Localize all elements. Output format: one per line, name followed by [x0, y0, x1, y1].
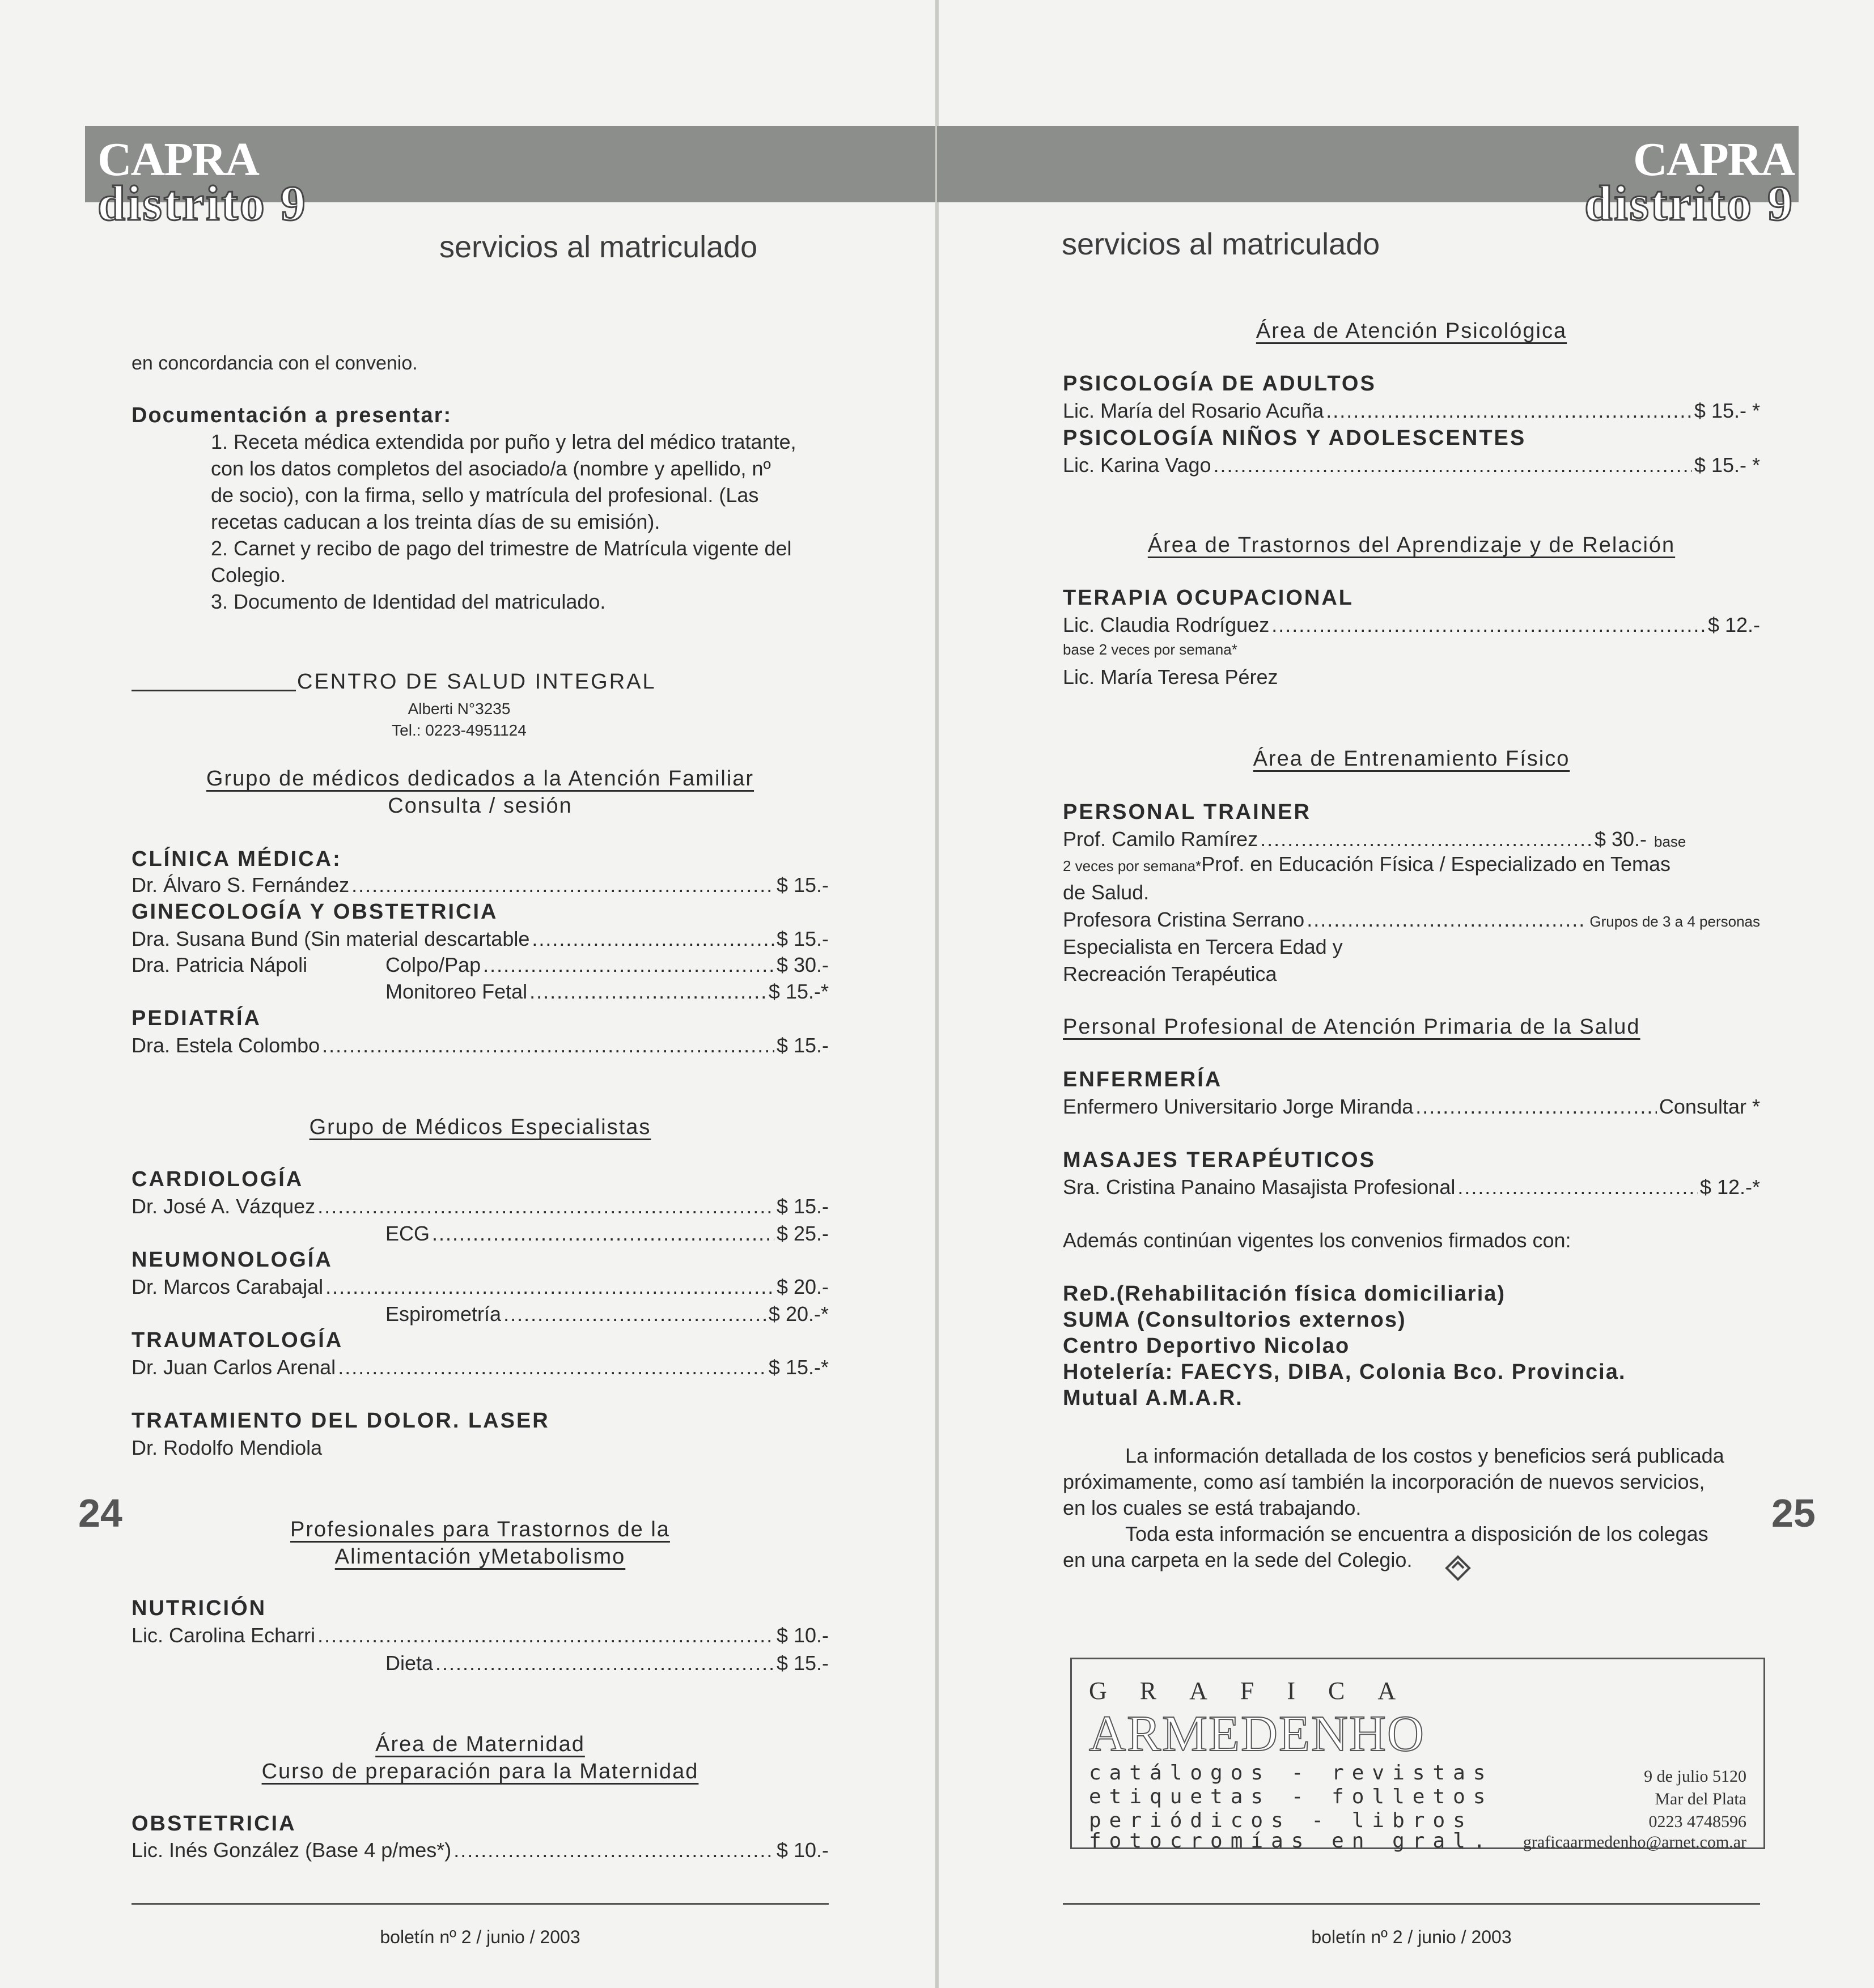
convenio-item: SUMA (Consultorios externos) [1063, 1308, 1406, 1332]
doc-list: 1. Receta médica extendida por puño y letra del médico tratante, con los datos completos del asociado/a (nombre y apellido, nº de socio), con la firma, sello y matrícula del profesional. (Las recetas caducan a los treinta días de su emisión). 2. Carnet y recibo de pago del trimestre de Matrícula vigente del Colegio. 3. Documento de Identidad del matriculado. [211, 430, 796, 613]
cardio-heading: CARDIOLOGÍA [132, 1167, 304, 1191]
ad-line-1: catálogos - revistas [1089, 1761, 1494, 1785]
trauma-row-1: Dr. Juan Carlos Arenal ..... $ 15.-* [132, 1354, 829, 1380]
convenios-intro: Además continúan vigentes los convenios firmados con: [1063, 1229, 1571, 1252]
ad-address-1: 9 de julio 5120 [1644, 1767, 1746, 1786]
group1-title: Grupo de médicos dedicados a la Atención Familiar [206, 767, 754, 791]
ad-brand-logo: ARMEDENHO [1089, 1706, 1425, 1762]
trainer-row-1-cont-b: de Salud. [1063, 881, 1150, 904]
armedenho-ad [1070, 1658, 1765, 1853]
ad-line-4: fotocromías en gral. [1089, 1829, 1494, 1853]
neumo-heading: NEUMONOLOGÍA [132, 1248, 333, 1272]
ad-line-3: periódicos - libros [1089, 1809, 1473, 1832]
nutricion-heading: NUTRICIÓN [132, 1596, 267, 1620]
neumo-row-1: Dr. Marcos Carabajal ..... $ 20.- [132, 1274, 829, 1300]
centro-tel: Tel.: 0223-4951124 [392, 721, 527, 739]
terapia-row-2: Lic. María Teresa Pérez [1063, 665, 1278, 689]
gineco-row-2: Colpo/Pap ..... $ 30.- [385, 952, 829, 978]
ad-address-2: Mar del Plata [1655, 1790, 1746, 1808]
enfermeria-row: Enfermero Universitario Jorge Miranda ..... Consultar * [1063, 1094, 1760, 1120]
group2-title: Grupo de Médicos Especialistas [309, 1115, 651, 1139]
trauma-heading: TRAUMATOLOGÍA [132, 1328, 344, 1352]
terapia-row-1: Lic. Claudia Rodríguez ..... $ 12.- [1063, 612, 1760, 638]
masajes-row: Sra. Cristina Panaino Masajista Profesional ..... $ 12.-* [1063, 1174, 1760, 1200]
area1-title: Área de Atención Psicológica [1256, 319, 1567, 343]
group3-title-1: Profesionales para Trastornos de la [290, 1518, 670, 1541]
centro-address: Alberti N°3235 [408, 700, 511, 717]
group4-sub: Curso de preparación para la Maternidad [261, 1760, 699, 1783]
clinica-row-1: Dr. Álvaro S. Fernández ..... $ 15.- [132, 872, 829, 898]
convenio-item: ReD.(Rehabilitación física domiciliaria) [1063, 1282, 1506, 1306]
gineco-heading: GINECOLOGÍA Y OBSTETRICIA [132, 900, 498, 924]
centro-rule [132, 690, 296, 691]
ad-email: graficaarmedenho@arnet.com.ar [1523, 1833, 1746, 1851]
centro-title: CENTRO DE SALUD INTEGRAL [297, 670, 656, 694]
footer-rule [132, 1903, 829, 1905]
neumo-row-2: Espirometría ..... $ 20.-* [385, 1301, 829, 1327]
convenio-item: Hotelería: FAECYS, DIBA, Colonia Bco. Provincia. [1063, 1360, 1626, 1384]
group4-title: Área de Maternidad [375, 1732, 585, 1756]
pediatria-row-1: Dra. Estela Colombo ..... $ 15.- [132, 1033, 829, 1059]
capra-logo: CAPRA distrito 9 [1584, 133, 1794, 231]
capra-logo: CAPRA distrito 9 [97, 133, 307, 231]
terapia-heading: TERAPIA OCUPACIONAL [1063, 586, 1354, 610]
dolor-heading: TRATAMIENTO DEL DOLOR. LASER [132, 1409, 550, 1433]
enfermeria-heading: ENFERMERÍA [1063, 1068, 1223, 1091]
trainer-row-1-cont: 2 veces por semana*Prof. en Educación Física / Especializado en Temas [1063, 852, 1671, 876]
footer: boletín nº 2 / junio / 2003 [1311, 1927, 1512, 1947]
gineco-row-1: Dra. Susana Bund (Sin material descartable ..... $ 15.- [132, 926, 829, 952]
section-title: servicios al matriculado [1062, 227, 1380, 261]
dolor-row-1: Dr. Rodolfo Mendiola [132, 1436, 323, 1459]
obstetricia-heading: OBSTETRICIA [132, 1812, 296, 1836]
psico-ninos-heading: PSICOLOGÍA NIÑOS Y ADOLESCENTES [1063, 426, 1527, 450]
section-title: servicios al matriculado [439, 230, 758, 264]
nutricion-row-1: Lic. Carolina Echarri ..... $ 10.- [132, 1622, 829, 1649]
doc-title: Documentación a presentar: [132, 403, 452, 427]
ad-grafica: GRAFICA [1089, 1677, 1429, 1705]
cardio-row-1: Dr. José A. Vázquez ..... $ 15.- [132, 1193, 829, 1220]
cardio-row-2: ECG ..... $ 25.- [385, 1221, 829, 1247]
page-number: 24 [78, 1491, 122, 1535]
psico-adultos-row: Lic. María del Rosario Acuña ..... $ 15.- * [1063, 398, 1760, 424]
footer: boletín nº 2 / junio / 2003 [380, 1927, 580, 1947]
trainer-row-1: Prof. Camilo Ramírez ..... $ 30.- [1063, 826, 1647, 852]
footer-rule [1063, 1903, 1760, 1905]
pediatria-heading: PEDIATRÍA [132, 1006, 261, 1030]
masajes-heading: MASAJES TERAPÉUTICOS [1063, 1148, 1376, 1172]
psico-adultos-heading: PSICOLOGÍA DE ADULTOS [1063, 372, 1376, 396]
closing-paragraph: La información detallada de los costos y beneficios será publicada próximamente, como así también la incorporación de nuevos servicios, en los cuales se está trabajando. Toda esta información se encuentra a disposición de los colegas en una carpeta en la sede del Colegio. [1063, 1444, 1724, 1571]
trainer-row-2-a: Especialista en Tercera Edad y [1063, 935, 1343, 958]
trainer-row-2-b: Recreación Terapéutica [1063, 962, 1277, 985]
clinica-heading: CLÍNICA MÉDICA: [132, 847, 342, 871]
group1-sub: Consulta / sesión [388, 794, 573, 818]
group3-title-2: Alimentación yMetabolismo [334, 1545, 626, 1569]
area4-title: Personal Profesional de Atención Primaria de la Salud [1063, 1015, 1640, 1039]
obstetricia-row-1: Lic. Inés González (Base 4 p/mes*) ..... $ 10.- [132, 1837, 829, 1863]
intro-text: en concordancia con el convenio. [132, 352, 418, 374]
convenio-item: Centro Deportivo Nicolao [1063, 1334, 1350, 1358]
psico-ninos-row: Lic. Karina Vago ..... $ 15.- * [1063, 452, 1760, 478]
trainer-row-2: Profesora Cristina Serrano ..... Grupos de 3 a 4 personas [1063, 907, 1760, 934]
gineco-doctor-2: Dra. Patricia Nápoli [132, 953, 308, 976]
page-number: 25 [1771, 1491, 1816, 1535]
area2-title: Área de Trastornos del Aprendizaje y de Relación [1147, 533, 1676, 557]
gineco-row-3: Monitoreo Fetal ..... $ 15.-* [385, 979, 829, 1005]
nutricion-row-2: Dieta ..... $ 15.- [385, 1650, 829, 1676]
area3-title: Área de Entrenamiento Físico [1253, 747, 1570, 771]
trainer-heading: PERSONAL TRAINER [1063, 800, 1311, 824]
convenios-list [1063, 1281, 1626, 1411]
trainer-note-a: base [1654, 833, 1686, 850]
capra-mark-icon [1444, 1554, 1472, 1582]
convenio-item: Mutual A.M.A.R. [1063, 1386, 1243, 1410]
ad-line-2: etiquetas - folletos [1089, 1785, 1494, 1808]
terapia-note: base 2 veces por semana* [1063, 641, 1237, 658]
ad-phone: 0223 4748596 [1648, 1812, 1746, 1831]
